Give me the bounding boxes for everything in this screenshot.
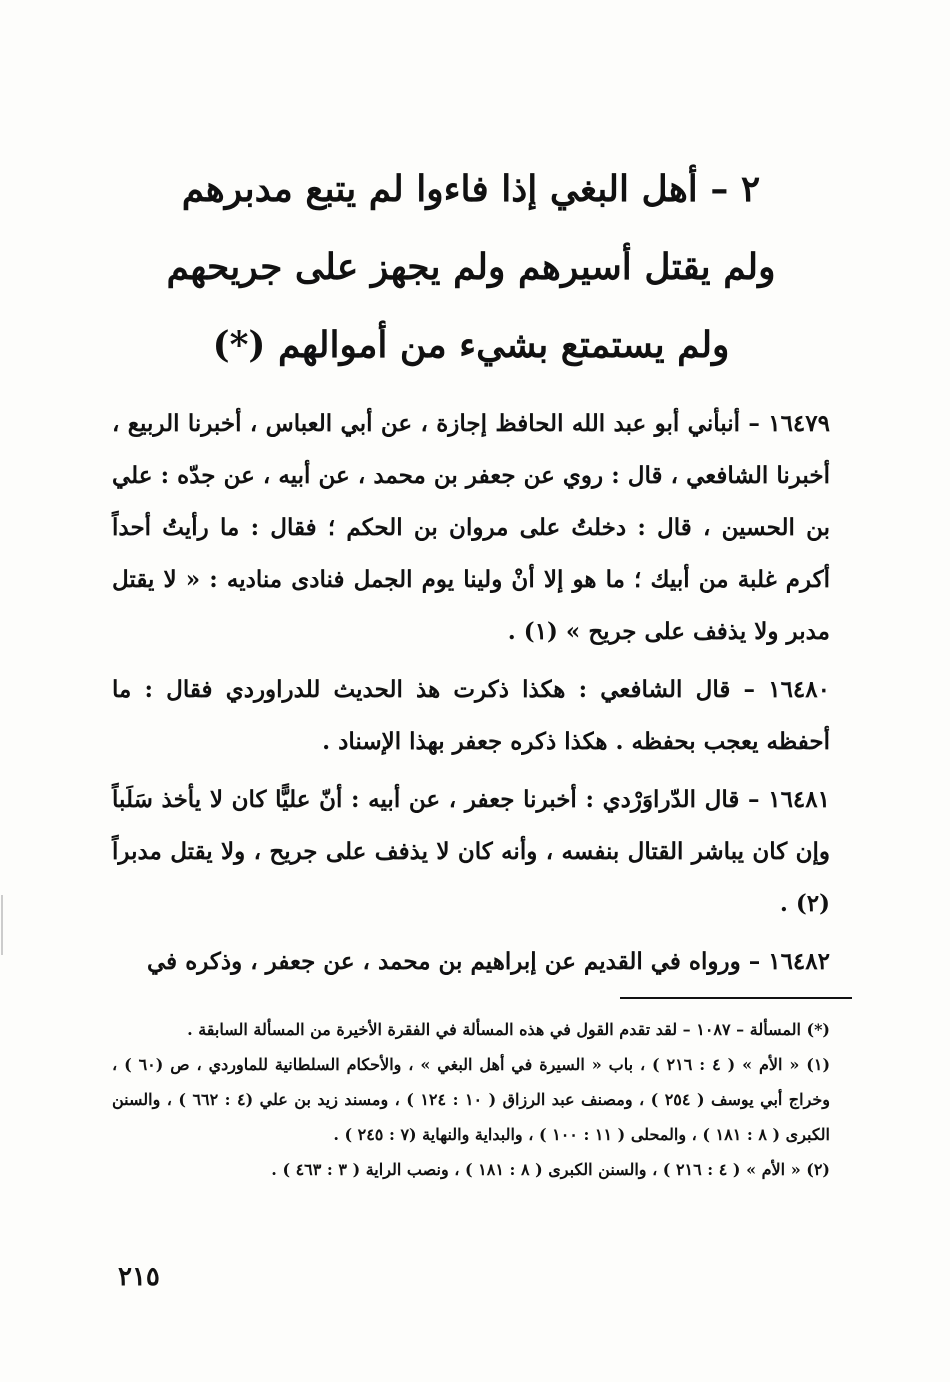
footnote-star: (*) المسألة – ١٠٨٧ – لقد تقدم القول في هذه المسألة في الفقرة الأخيرة من المسألة السابقة . bbox=[187, 1020, 830, 1039]
main-text bbox=[112, 150, 830, 994]
footnotes bbox=[112, 1012, 830, 1187]
paragraph-16481: ١٦٤٨١ – قال الدّراوَرْدي : أخبرنا جعفر ، عن أبيه : أنّ عليًّا كان لا يأخذ سَلَباً وإن كان يباشر القتال بنفسه ، وأنه كان لا يذفف على جريح ، ولا يقتل مدبراً (٢) . bbox=[112, 786, 830, 917]
paragraph-16482: ١٦٤٨٢ – ورواه في القديم عن إبراهيم بن محمد ، عن جعفر ، وذكره في bbox=[147, 948, 830, 975]
paragraph-16480: ١٦٤٨٠ – قال الشافعي : هكذا ذكرت هذ الحديث للدراوردي فقال : ما أحفظه يعجب بحفظه . هكذا ذكره جعفر بهذا الإسناد . bbox=[112, 676, 830, 755]
heading-line-2: ولم يقتل أسيرهم ولم يجهز على جريحهم bbox=[166, 246, 776, 288]
scan-edge-mark bbox=[1, 895, 3, 955]
footnote-divider bbox=[620, 997, 852, 999]
heading-line-3: ولم يستمتع بشيء من أموالهم (*) bbox=[212, 324, 730, 366]
footnote-1: (١) « الأم » ( ٤ : ٢١٦ ) ، باب « السيرة في أهل البغي » ، والأحكام السلطانية للماوردي ، ص (٦٠ ) ، وخراج أبي يوسف ( ٢٥٤ ) ، ومصنف عبد الرزاق ( ١٠ : ١٢٤ ) ، ومسند زيد بن علي (٤ : ٦٦٢ ) ، والسنن الكبرى ( ٨ : ١٨١ ) ، والمحلى ( ١١ : ١٠٠ ) ، والبداية والنهاية (٧ : ٢٤٥ ) . bbox=[112, 1055, 831, 1144]
page-number: ٢١٥ bbox=[118, 1262, 160, 1292]
heading-line-1: ٢ – أهل البغي إذا فاءوا لم يتبع مدبرهم bbox=[181, 168, 761, 210]
paragraph-16479: ١٦٤٧٩ – أنبأني أبو عبد الله الحافظ إجازة ، عن أبي العباس ، أخبرنا الربيع ، أخبرنا الشافعي ، قال : روي عن جعفر بن محمد ، عن أبيه ، عن جدّه : علي بن الحسين ، قال : دخلتُ على مروان بن الحكم ؛ فقال : ما رأيتُ أحداً أكرم غلبة من أبيك ؛ ما هو إلا أنْ ولينا يوم الجمل فنادى مناديه : « لا يقتل مدبر ولا يذفف على جريح » (١) . bbox=[112, 410, 830, 645]
chapter-heading bbox=[112, 150, 830, 384]
footnote-2: (٢) « الأم » ( ٤ : ٢١٦ ) ، والسنن الكبرى ( ٨ : ١٨١ ) ، ونصب الراية ( ٣ : ٤٦٣ ) . bbox=[271, 1160, 830, 1179]
